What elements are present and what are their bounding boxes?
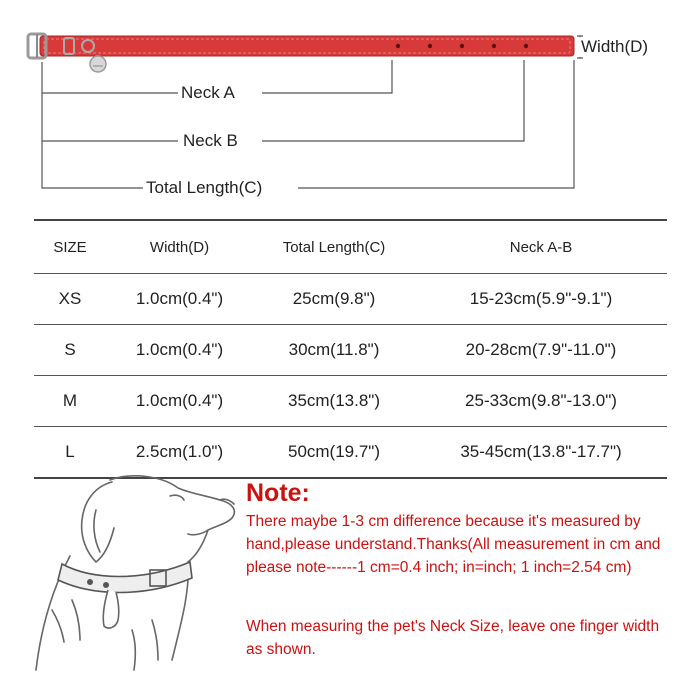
neck-range-cell: 35-45cm(13.8"-17.7"): [415, 427, 667, 479]
neck-b-right-line: [262, 60, 524, 141]
measurement-guide-lines: [42, 36, 583, 188]
dog-collar-hole: [103, 582, 109, 588]
collar-hole: [460, 44, 464, 48]
collar-measurement-diagram: [0, 0, 700, 210]
dog-collar-hole: [87, 579, 93, 585]
collar-hole: [492, 44, 496, 48]
neck-range-cell: 20-28cm(7.9"-11.0"): [415, 325, 667, 376]
note-measurement-disclaimer: There maybe 1-3 cm difference because it's measured by hand,please understand.Thanks(All measurement in cm and please note------1 cm=0.4 inch; in=inch; 1 inch=2.54 cm): [246, 513, 661, 576]
width-cell: 1.0cm(0.4"): [106, 274, 253, 325]
header-size: SIZE: [34, 220, 106, 274]
neck-range-cell: 25-33cm(9.8"-13.0"): [415, 376, 667, 427]
width-cell: 2.5cm(1.0"): [106, 427, 253, 479]
collar-hole: [524, 44, 528, 48]
bell-icon: [90, 56, 106, 72]
table-row: [34, 325, 667, 376]
total-length-cell: 25cm(9.8"): [253, 274, 415, 325]
table-row: [34, 376, 667, 427]
dog-collar: [58, 562, 192, 593]
total-length-right-line: [298, 60, 574, 188]
header-total-length: Total Length(C): [253, 220, 415, 274]
dog-with-collar-illustration: [12, 470, 248, 690]
header-width: Width(D): [106, 220, 253, 274]
dog-ear: [82, 482, 114, 562]
width-cell: 1.0cm(0.4"): [106, 376, 253, 427]
table-header-row: [34, 220, 667, 274]
size-cell: S: [34, 325, 106, 376]
neck-range-cell: 15-23cm(5.9"-9.1"): [415, 274, 667, 325]
neck-a-right-line: [262, 60, 392, 93]
dog-eye: [170, 495, 184, 500]
neck-b-left-line: [42, 93, 178, 141]
width-label: Width(D): [578, 37, 651, 57]
note-finger-instruction: When measuring the pet's Neck Size, leave one finger width as shown.: [246, 618, 660, 658]
total-length-label: Total Length(C): [143, 178, 265, 198]
header-neck-a-b: Neck A-B: [415, 220, 667, 274]
dog-mouth: [188, 530, 208, 535]
size-cell: XS: [34, 274, 106, 325]
finger-icon: [103, 590, 119, 628]
size-cell: L: [34, 427, 106, 479]
width-cell: 1.0cm(0.4"): [106, 325, 253, 376]
size-chart-table: [34, 219, 667, 479]
collar-hole: [396, 44, 400, 48]
total-length-cell: 50cm(19.7"): [253, 427, 415, 479]
dog-ear-fold: [94, 510, 100, 552]
neck-a-left-line: [42, 62, 178, 93]
neck-a-label: Neck A: [178, 83, 238, 103]
dog-head-outline: [110, 476, 234, 562]
table-row: [34, 274, 667, 325]
size-cell: M: [34, 376, 106, 427]
note-title: Note:: [246, 479, 310, 507]
collar-hole: [428, 44, 432, 48]
neck-b-label: Neck B: [180, 131, 241, 151]
total-length-left-line: [42, 141, 144, 188]
total-length-cell: 30cm(11.8"): [253, 325, 415, 376]
total-length-cell: 35cm(13.8"): [253, 376, 415, 427]
